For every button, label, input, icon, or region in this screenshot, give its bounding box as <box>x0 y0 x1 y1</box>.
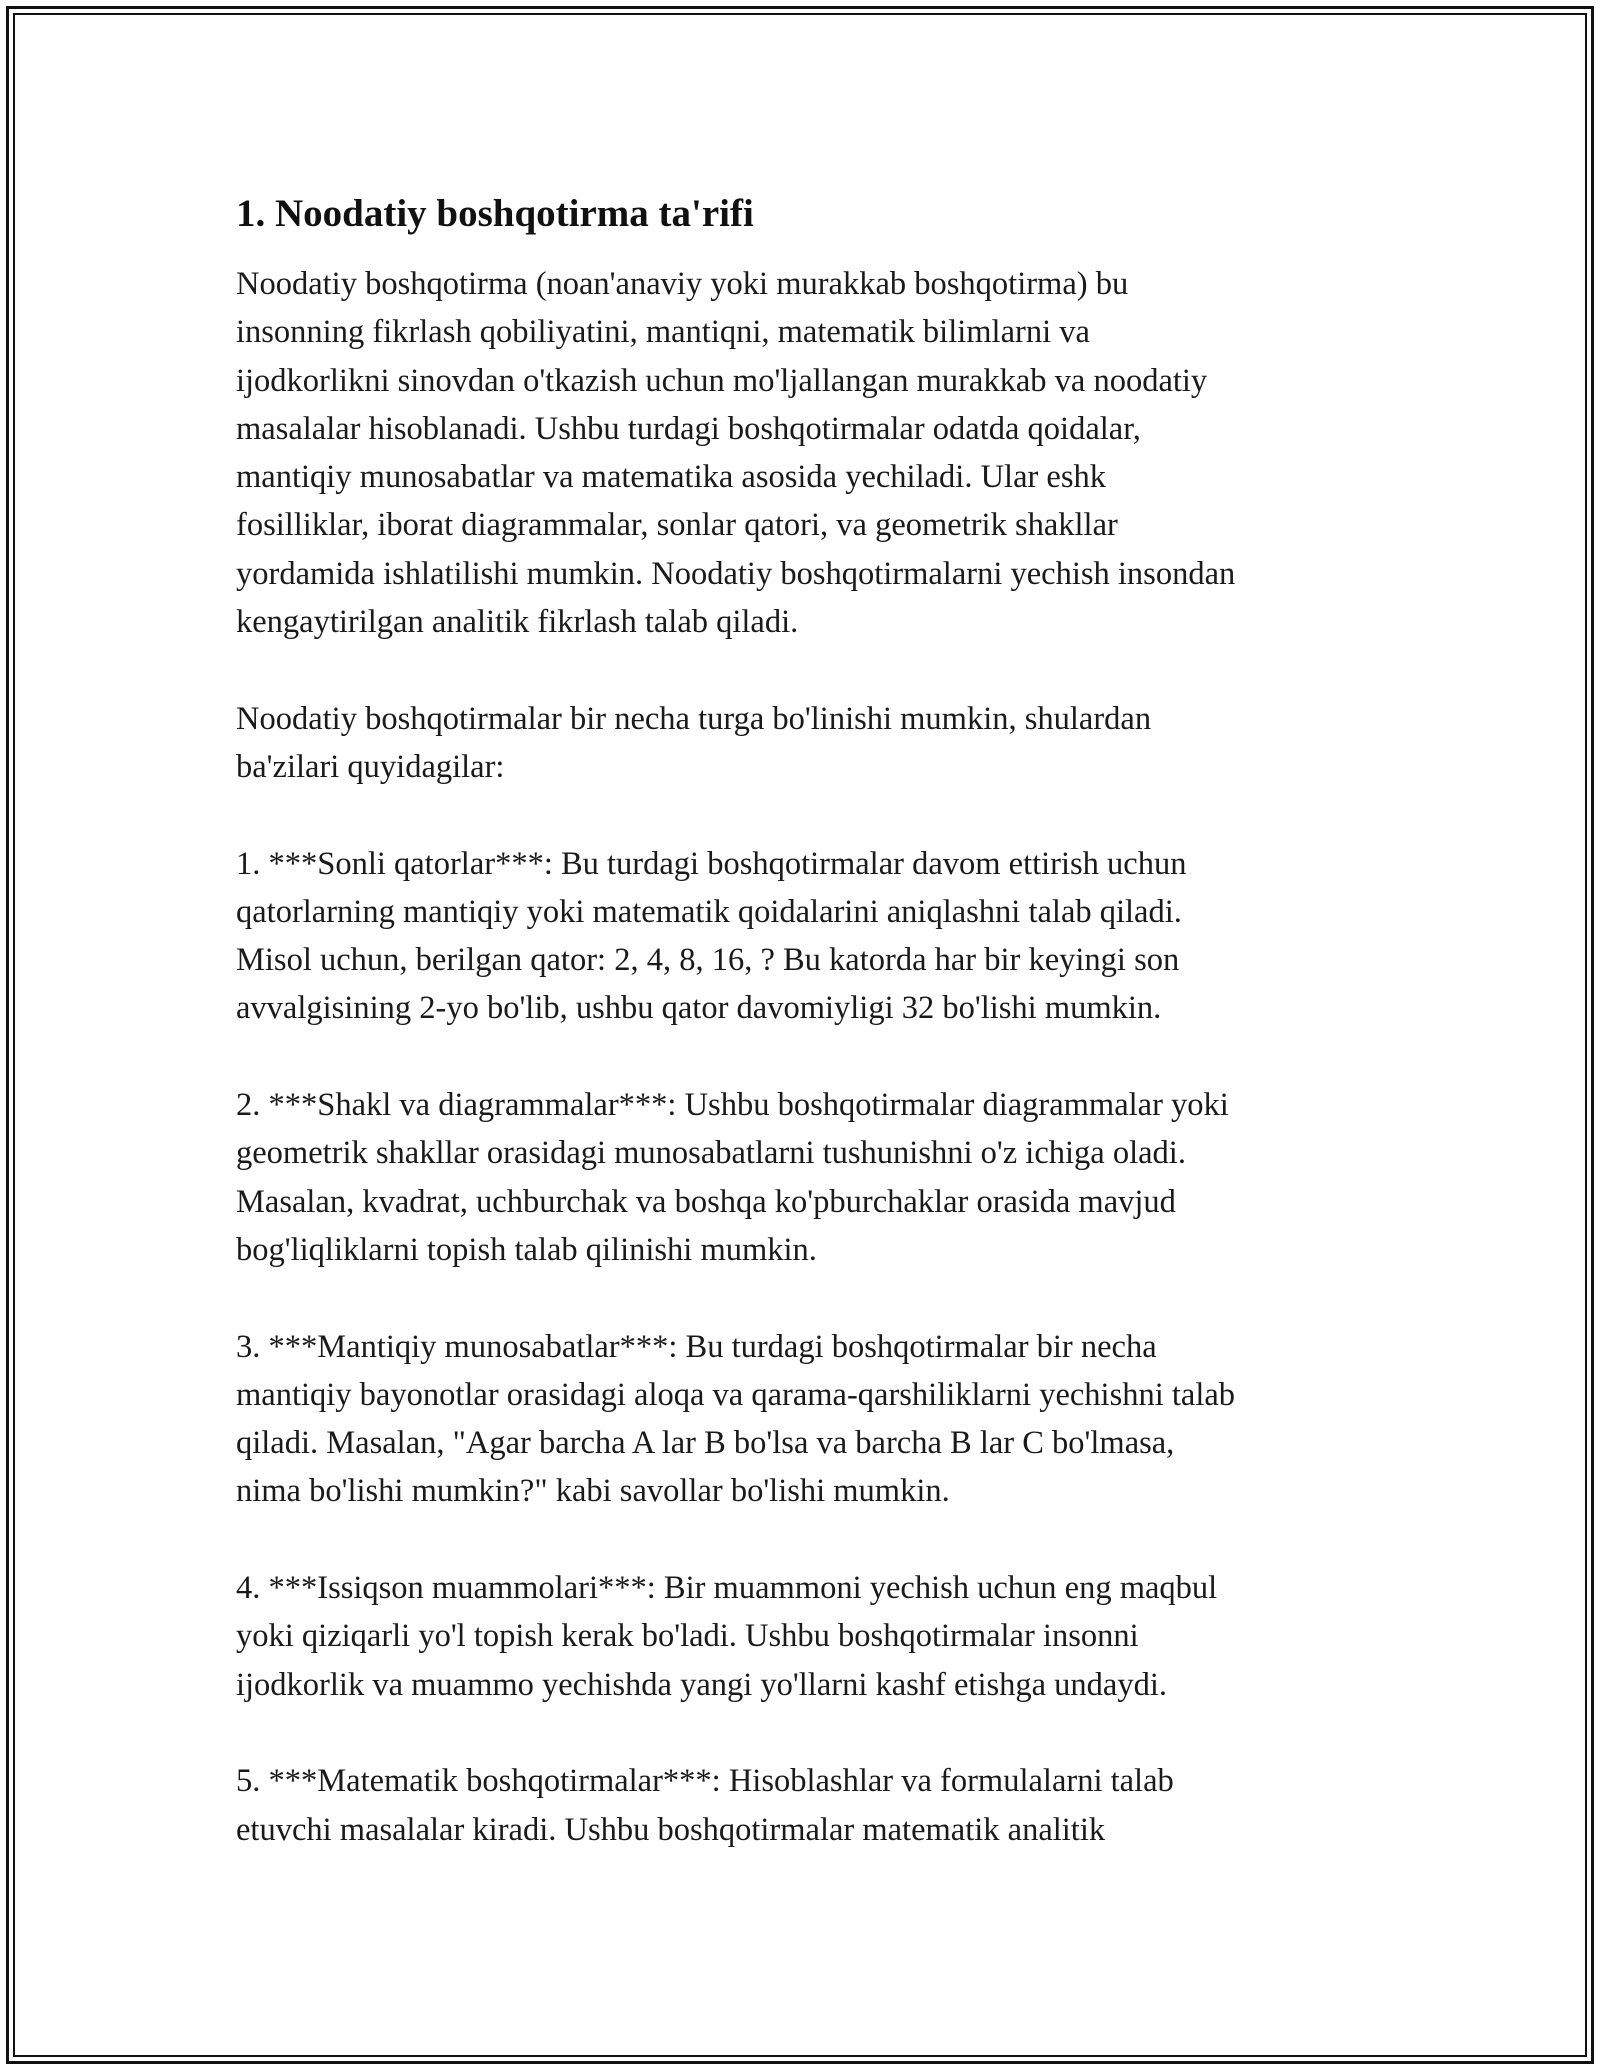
list-item-problems: 4. ***Issiqson muammolari***: Bir muammoni yechish uchun eng maqbul yoki qiziqarli yo'l topish kerak bo'ladi. Ushbu boshqotirmalar insonni ijodkorlik va muammo yechishda yangi yo'llarni kashf etishga undaydi. <box>236 1570 1218 1703</box>
list-item-math-puzzles: 5. ***Matematik boshqotirmalar***: Hisoblashlar va formulalarni talab etuvchi masalalar kiradi. Ushbu boshqotirmalar matematik analitik <box>236 1763 1174 1848</box>
list-item-shapes-diagrams: 2. ***Shakl va diagrammalar***: Ushbu boshqotirmalar diagrammalar yoki geometrik shakllar orasidagi munosabatlarni tushunishni o'z ichiga oladi. Masalan, kvadrat, uchburchak va boshqa ko'pburchaklar orasida mavjud bog'liqliklarni topish talab qilinishi mumkin. <box>236 1087 1229 1268</box>
list-item-number-series: 1. ***Sonli qatorlar***: Bu turdagi boshqotirmalar davom ettirish uchun qatorlarning mantiqiy yoki matematik qoidalarini aniqlashni talab qiladi. Misol uchun, berilgan qator: 2, 4, 8, 16, ? Bu katorda har bir keyingi son avvalgisining 2-yo bo'lib, ushbu qator davomiyligi 32 bo'lishi mumkin. <box>236 845 1187 1027</box>
section-heading: 1. Noodatiy boshqotirma ta'rifi <box>236 192 754 235</box>
document-body <box>236 188 1376 1902</box>
paragraph-types-intro: Noodatiy boshqotirmalar bir necha turga bo'linishi mumkin, shulardan ba'zilari quyidagilar: <box>236 700 1152 785</box>
list-item-logical-relations: 3. ***Mantiqiy munosabatlar***: Bu turdagi boshqotirmalar bir necha mantiqiy bayonotlar orasidagi aloqa va qarama-qarshiliklarni yechishni talab qiladi. Masalan, "Agar barcha A lar B bo'lsa va barcha B lar C bo'lmasa, nima bo'lishi mumkin?" kabi savollar bo'lishi mumkin. <box>236 1328 1236 1510</box>
paragraph-definition: Noodatiy boshqotirma (noan'anaviy yoki murakkab boshqotirma) bu insonning fikrlash qobiliyatini, mantiqni, matematik bilimlarni va ijodkorlikni sinovdan o'tkazish uchun mo'ljallangan murakkab va noodatiy masalalar hisoblanadi. Ushbu turdagi boshqotirmalar odatda qoidalar, mantiqiy munosabatlar va matematika asosida yechiladi. Ular eshk fosilliklar, iborat diagrammalar, sonlar qatori, va geometrik shakllar yordamida ishlatilishi mumkin. Noodatiy boshqotirmalarni yechish insondan kengaytirilgan analitik fikrlash talab qiladi. <box>236 266 1236 641</box>
